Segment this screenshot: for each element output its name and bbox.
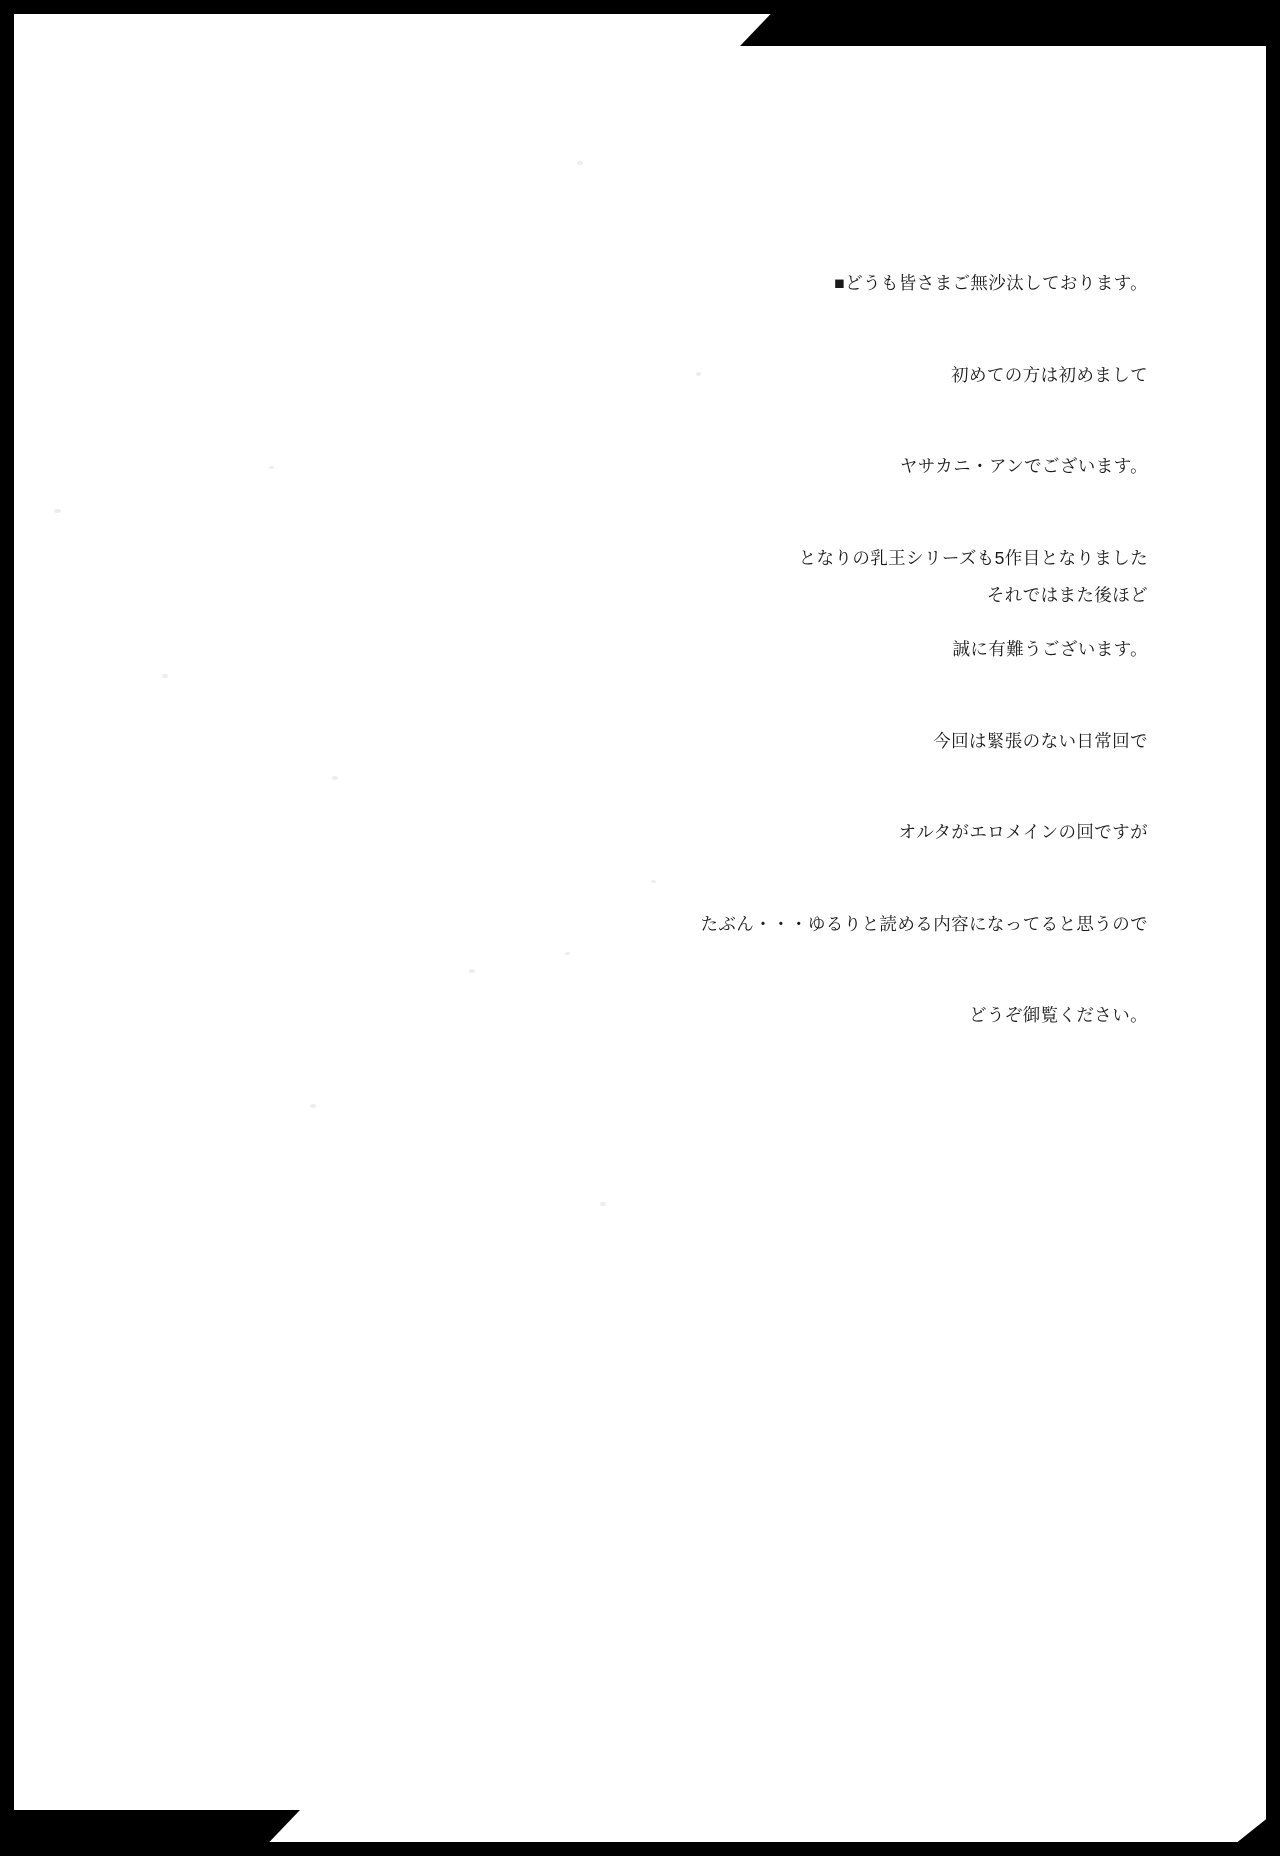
corner-wedge-bottom-left [0, 1810, 300, 1856]
afterword-line: たぶん・・・ゆるりと読める内容になってると思うので [700, 913, 1148, 934]
paper-speck [310, 1104, 316, 1108]
afterword-text-block [488, 207, 1148, 1092]
paper-speck [469, 969, 475, 973]
paper-speck [600, 1202, 606, 1206]
afterword-line: 初めての方は初めまして [951, 364, 1148, 385]
corner-wedge-top-right [740, 0, 1280, 46]
afterword-line: 今回は緊張のない日常回で [933, 730, 1148, 751]
afterword-line: となりの乳王シリーズも5作目となりました [798, 547, 1148, 568]
afterword-signoff: それではまた後ほど [986, 585, 1148, 605]
paper-speck [269, 466, 274, 469]
paper-speck [577, 161, 583, 165]
afterword-line: 誠に有難うございます。 [952, 639, 1148, 659]
afterword-line: ヤサカニ・アンでございます。 [899, 456, 1148, 476]
paper-speck [54, 509, 61, 513]
afterword-line: オルタがエロメインの回ですが [898, 822, 1148, 842]
paper-sheet [14, 14, 1266, 1842]
afterword-line: ■どうも皆さまご無沙汰しております。 [834, 273, 1148, 293]
paper-speck [162, 674, 168, 678]
afterword-line: どうぞ御覧ください。 [969, 1005, 1148, 1025]
paper-speck [332, 776, 338, 780]
